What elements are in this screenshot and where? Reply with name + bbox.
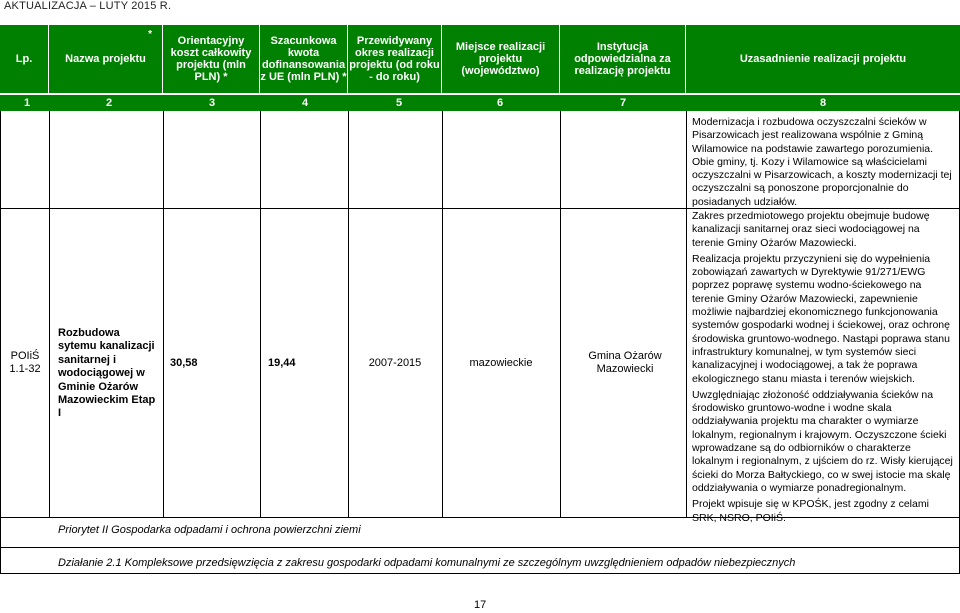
colnum-2: 2 bbox=[106, 97, 113, 109]
project-justification bbox=[692, 210, 954, 528]
project-location: mazowieckie bbox=[469, 356, 533, 369]
project-institution: Gmina Ożarów Mazowiecki bbox=[588, 349, 662, 375]
grid-line bbox=[686, 111, 687, 517]
header-location: Miejsce realizacji projektu (województwo) bbox=[442, 25, 560, 93]
grid-line bbox=[260, 111, 261, 517]
header-project-name-label: Nazwa projektu bbox=[65, 53, 146, 65]
colnum-5: 5 bbox=[396, 97, 403, 109]
priority-heading: Priorytet II Gospodarka odpadami i ochrona powierzchni ziemi bbox=[58, 524, 361, 536]
project-name: Rozbudowa sytemu kanalizacji sanitarnej i wodociągowej w Gminie Ożarów Mazowieckim Etap I bbox=[58, 327, 156, 420]
grid-line bbox=[560, 111, 561, 517]
header-project-name bbox=[49, 25, 163, 93]
column-number-row bbox=[0, 95, 960, 111]
page-number: 17 bbox=[474, 599, 487, 611]
justification-paragraph: Uwzględniając złożoność oddziaływania ścieków na środowisko gruntowo-wodne i wodne skala oddziaływania projektu ma charakter o wymiarze lokalnym, regionalnym i krajowym. Oczyszczone ścieki wprowadzane są do odbiorników o charakterze lokalnym i regionalnym, z ujściem do rz. Wisły kierującej ścieki do Morza Bałtyckiego, co w swej istocie ma skalę oddziaływania o wymiarze ponadregionalnym. bbox=[692, 388, 953, 494]
header-asterisk: * bbox=[148, 29, 152, 40]
project-period: 2007-2015 bbox=[368, 356, 422, 369]
justification-paragraph: Projekt wpisuje się w KPOŚK, jest zgodny z celami SRK, NSRO, POIiŚ. bbox=[692, 498, 929, 524]
header-justification: Uzasadnienie realizacji projektu bbox=[686, 25, 960, 93]
colnum-4: 4 bbox=[302, 97, 309, 109]
colnum-7: 7 bbox=[620, 97, 627, 109]
project-lp: POIiŚ 1.1-32 bbox=[9, 349, 41, 375]
header-eu-funding: Szacunkowa kwota dofinansowania z UE (mln PLN) * bbox=[260, 25, 348, 93]
colnum-6: 6 bbox=[497, 97, 504, 109]
grid-line bbox=[49, 111, 50, 517]
grid-line bbox=[0, 573, 960, 574]
grid-line bbox=[0, 111, 1, 521]
project-total-cost: 30,58 bbox=[170, 356, 198, 369]
previous-justification: Modernizacja i rozbudowa oczyszczalni ścieków w Pisarzowicach jest realizowana wspólnie z Gminą Wilamowice na podstawie zawartego porozumienia. Obie gminy, tj. Kozy i Wilamowice są właścicielami oczyszczalni w Pisarzowicach, a koszty modernizacji tej oczyszczalni są ponoszone proporcjonalnie do posiadanych udziałów. bbox=[692, 116, 952, 208]
header-institution: Instytucja odpowiedzialna za realizację projektu bbox=[560, 25, 686, 93]
update-note: AKTUALIZACJA – LUTY 2015 R. bbox=[4, 0, 172, 12]
colnum-3: 3 bbox=[209, 97, 216, 109]
action-heading: Działanie 2.1 Kompleksowe przedsięwzięcia z zakresu gospodarki odpadami komunalnymi ze szczególnym uwzględnieniem odpadów niebezpiecznych bbox=[58, 557, 796, 569]
colnum-8: 8 bbox=[820, 97, 827, 109]
justification-paragraph: Zakres przedmiotowego projektu obejmuje budowę kanalizacji sanitarnej oraz sieci wodociągowej na terenie Gminy Ożarów Mazowiecki. bbox=[692, 210, 930, 249]
grid-line bbox=[0, 517, 1, 574]
header-lp: Lp. bbox=[0, 25, 49, 93]
project-eu-funding: 19,44 bbox=[268, 356, 296, 369]
justification-paragraph: Realizacja projektu przyczynieni się do wypełnienia zobowiązań zawartych w Dyrektywie 91/271/EWG poprzez poprawę systemu wodno-ściekowego na terenie Gminy Ożarów Mazowiecki, zapewnienie możliwie najbardziej ekonomicznego funkcjonowania systemów gospodarki wodnej i ściekowej, oraz ochronę środowiska gruntowo-wodnego. Nastąpi poprawa stanu infrastruktury komunalnej, w tym systemów sieci kanalizacyjnej i wodociągowej, a tak że poprawa ekologicznego stanu miasta i terenów wiejskich. bbox=[692, 252, 950, 385]
header-total-cost: Orientacyjny koszt całkowity projektu (mln PLN) * bbox=[163, 25, 260, 93]
grid-line bbox=[163, 111, 164, 517]
grid-line bbox=[0, 547, 960, 548]
colnum-1: 1 bbox=[24, 97, 31, 109]
header-period: Przewidywany okres realizacji projektu (od roku - do roku) bbox=[348, 25, 442, 93]
